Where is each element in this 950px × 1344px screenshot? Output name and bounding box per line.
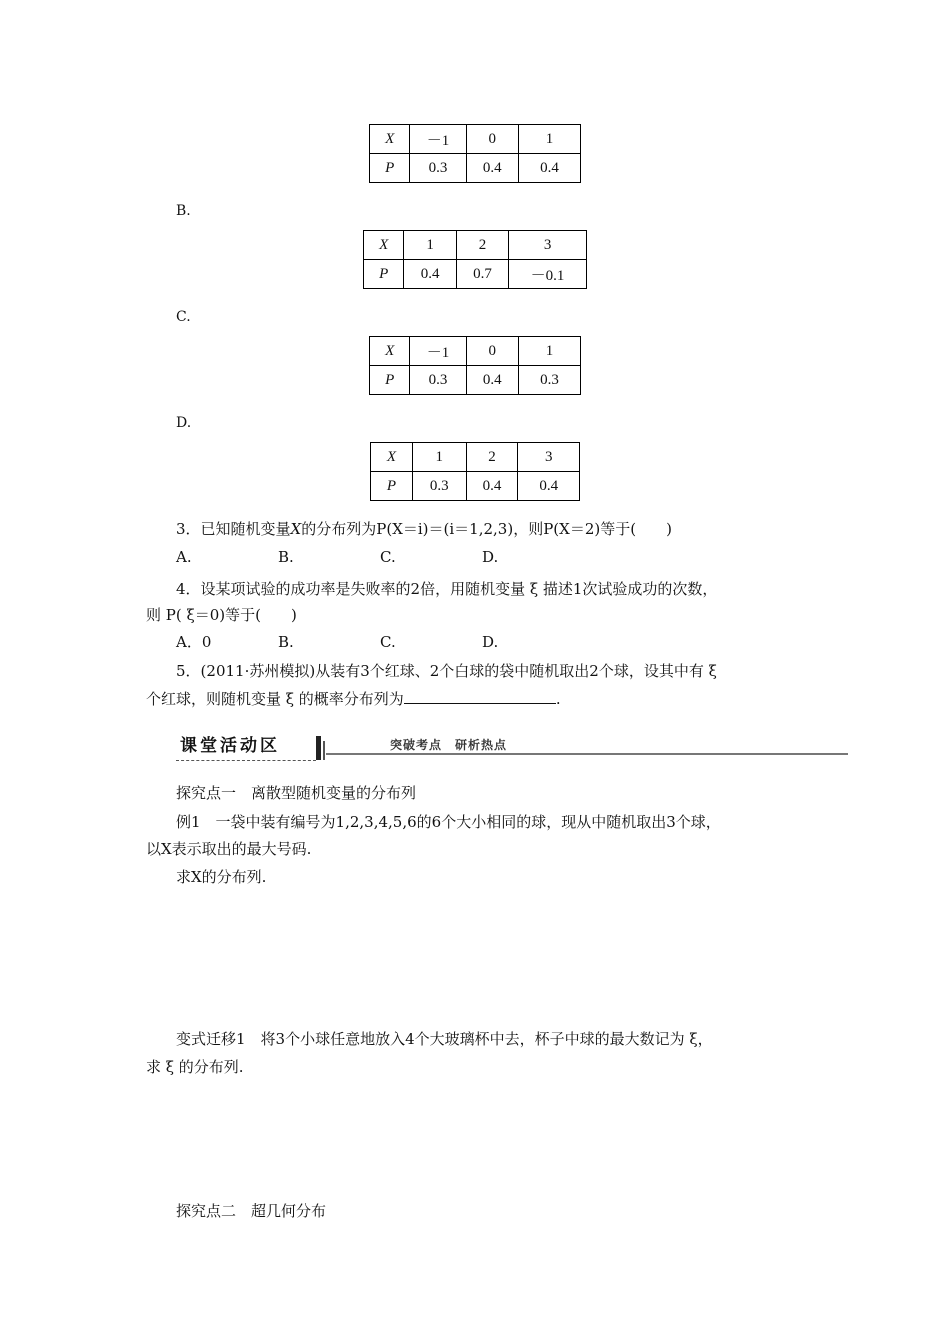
banner-title: 课堂活动区: [180, 736, 280, 756]
option-label-d: D.: [176, 415, 192, 431]
table-cell: 0.4: [518, 154, 580, 183]
table-header-x: X: [364, 231, 404, 260]
distribution-table-d: [370, 442, 580, 501]
option-label-c: C.: [176, 309, 191, 325]
q5-line-2: [146, 688, 561, 709]
table-header-p: P: [371, 472, 413, 501]
q3-text-post: 等于( ): [600, 520, 672, 538]
table-cell: 0.3: [410, 154, 466, 183]
q3-option-b: B.: [278, 548, 294, 566]
table-cell: 1: [404, 231, 456, 260]
table-cell: 0.7: [456, 260, 508, 289]
q5-period: .: [555, 690, 561, 708]
banner-divider-bar: [316, 736, 321, 760]
q3-formula-2: P(X＝2): [543, 520, 601, 538]
q3-options: [176, 548, 584, 566]
table-cell: 0: [466, 337, 518, 366]
table-header-p: P: [364, 260, 404, 289]
variant-1-line-1: 变式迁移1 将3个小球任意地放入4个大玻璃杯中去，杯子中球的最大数记为 ξ，: [176, 1030, 713, 1048]
table-cell: 0.4: [404, 260, 456, 289]
example-1-line-3: 求X的分布列.: [176, 868, 267, 886]
variant-1-line-2: 求 ξ 的分布列.: [146, 1058, 244, 1076]
option-label-b: B.: [176, 203, 191, 219]
q4-line-1: 4．设某项试验的成功率是失败率的2倍，用随机变量 ξ 描述1次试验成功的次数，: [176, 580, 718, 598]
table-cell: 0.4: [518, 472, 580, 501]
table-cell: 3: [509, 231, 587, 260]
q4-option-c: C.: [380, 633, 396, 651]
q3-option-a: A.: [176, 548, 192, 566]
table-cell: －1: [410, 125, 466, 154]
q4-option-b: B.: [278, 633, 294, 651]
distribution-table-b: [363, 230, 587, 289]
table-cell: 1: [518, 125, 580, 154]
q5-text: 个红球，则随机变量 ξ 的概率分布列为: [146, 690, 404, 708]
distribution-table-a: [369, 124, 581, 183]
example-1-line-2: 以X表示取出的最大号码.: [146, 840, 312, 858]
table-header-p: P: [370, 154, 410, 183]
table-cell: 1: [518, 337, 580, 366]
section-1-heading: 探究点一 离散型随机变量的分布列: [176, 784, 417, 802]
table-cell: 0.3: [410, 366, 466, 395]
table-cell: 0.4: [466, 366, 518, 395]
table-cell: 0.3: [518, 366, 580, 395]
table-cell: 0: [466, 125, 518, 154]
q5-line-1: 5．(2011·苏州模拟)从装有3个红球、2个白球的袋中随机取出2个球，设其中有 ξ: [176, 662, 717, 680]
q3-text-pre: 3．已知随机变量: [176, 520, 291, 538]
section-banner: [176, 735, 848, 767]
q4-option-d: D.: [482, 633, 499, 651]
q4-option-a: A．0: [176, 633, 212, 651]
table-cell: 0.4: [466, 472, 518, 501]
table-cell: 1: [412, 443, 466, 472]
banner-divider-bar-thin: [323, 741, 325, 760]
question-3: [176, 518, 672, 539]
q5-answer-blank: [404, 689, 556, 704]
table-cell: 3: [518, 443, 580, 472]
distribution-table-c: [369, 336, 581, 395]
section-2-heading: 探究点二 超几何分布: [176, 1202, 327, 1220]
q4-options: [176, 631, 584, 652]
table-cell: －0.1: [509, 260, 587, 289]
table-header-x: X: [371, 443, 413, 472]
table-header-p: P: [370, 366, 410, 395]
banner-rule: [326, 753, 848, 755]
table-cell: 2: [466, 443, 518, 472]
table-cell: 2: [456, 231, 508, 260]
table-cell: 0.4: [466, 154, 518, 183]
table-cell: －1: [410, 337, 466, 366]
q3-option-d: D.: [482, 548, 499, 566]
q4-line-2: 则 P( ξ＝0)等于( ): [146, 606, 297, 624]
table-cell: 0.3: [412, 472, 466, 501]
table-header-x: X: [370, 125, 410, 154]
q3-variable: X: [290, 520, 302, 538]
banner-dashed-underline: [176, 760, 316, 761]
q3-text-mid: 的分布列为: [301, 520, 377, 538]
q3-formula: P(X＝i)＝(i＝1,2,3)，则: [376, 520, 544, 538]
table-header-x: X: [370, 337, 410, 366]
example-1-line-1: 例1 一袋中装有编号为1,2,3,4,5,6的6个大小相同的球，现从中随机取出3个球，: [176, 813, 721, 831]
q3-option-c: C.: [380, 548, 396, 566]
banner-subtitle: 突破考点 研析热点: [390, 738, 508, 752]
